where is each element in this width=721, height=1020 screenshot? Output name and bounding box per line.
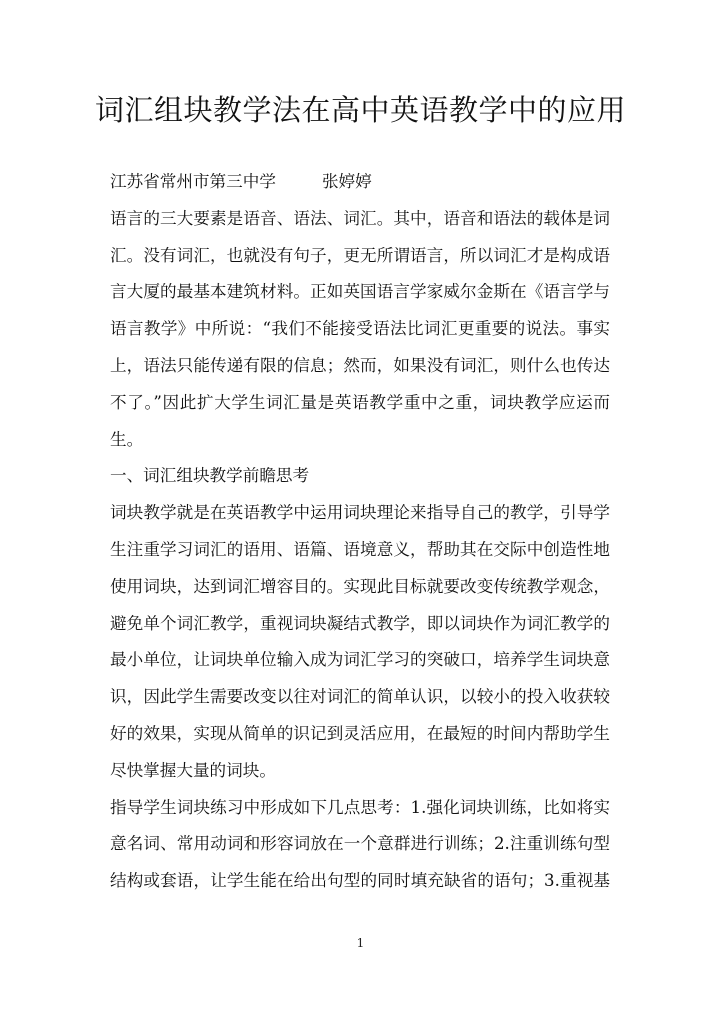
text-line: 语言教学》中所说：“我们不能接受语法比词汇更重要的说法。事实 bbox=[110, 319, 610, 339]
affiliation: 江苏省常州市第三中学 bbox=[110, 172, 276, 191]
document-title: 词汇组块教学法在高中英语教学中的应用 bbox=[94, 93, 626, 127]
text-line: 生。 bbox=[110, 429, 144, 449]
text-line: 意名词、常用动词和形容词放在一个意群进行训练；2.注重训练句型 bbox=[110, 834, 610, 854]
text-line: 尽快掌握大量的词块。 bbox=[110, 760, 276, 780]
text-line: 语言的三大要素是语音、语法、词汇。其中，语音和语法的载体是词 bbox=[110, 208, 610, 228]
text-line: 一、词汇组块教学前瞻思考 bbox=[110, 466, 310, 486]
text-line: 避免单个词汇教学，重视词块凝结式教学，即以词块作为词汇教学的 bbox=[110, 613, 610, 633]
text-line: 结构或套语，让学生能在给出句型的同时填充缺省的语句；3.重视基 bbox=[110, 871, 610, 891]
text-line: 言大厦的最基本建筑材料。正如英国语言学家威尔金斯在《语言学与 bbox=[110, 282, 610, 302]
text-line: 使用词块，达到词汇增容目的。实现此目标就要改变传统教学观念， bbox=[110, 576, 610, 596]
text-line: 不了。”因此扩大学生词汇量是英语教学重中之重，词块教学应运而 bbox=[110, 392, 610, 412]
text-line: 最小单位，让词块单位输入成为词汇学习的突破口，培养学生词块意 bbox=[110, 650, 610, 670]
document-body bbox=[110, 172, 610, 908]
text-line: 指导学生词块练习中形成如下几点思考：1.强化词块训练，比如将实 bbox=[110, 797, 610, 817]
author: 张婷婷 bbox=[321, 172, 372, 191]
text-line: 上，语法只能传递有限的信息；然而，如果没有词汇，则什么也传达 bbox=[110, 355, 610, 375]
text-line: 识，因此学生需要改变以往对词汇的简单认识，以较小的投入收获较 bbox=[110, 687, 610, 707]
byline bbox=[110, 172, 610, 209]
page-number: 1 bbox=[356, 936, 365, 950]
text-line: 好的效果，实现从简单的识记到灵活应用，在最短的时间内帮助学生 bbox=[110, 723, 610, 743]
text-line: 汇。没有词汇，也就没有句子，更无所谓语言，所以词汇才是构成语 bbox=[110, 245, 610, 265]
text-line: 词块教学就是在英语教学中运用词块理论来指导自己的教学，引导学 bbox=[110, 503, 610, 523]
text-line: 生注重学习词汇的语用、语篇、语境意义，帮助其在交际中创造性地 bbox=[110, 539, 610, 559]
